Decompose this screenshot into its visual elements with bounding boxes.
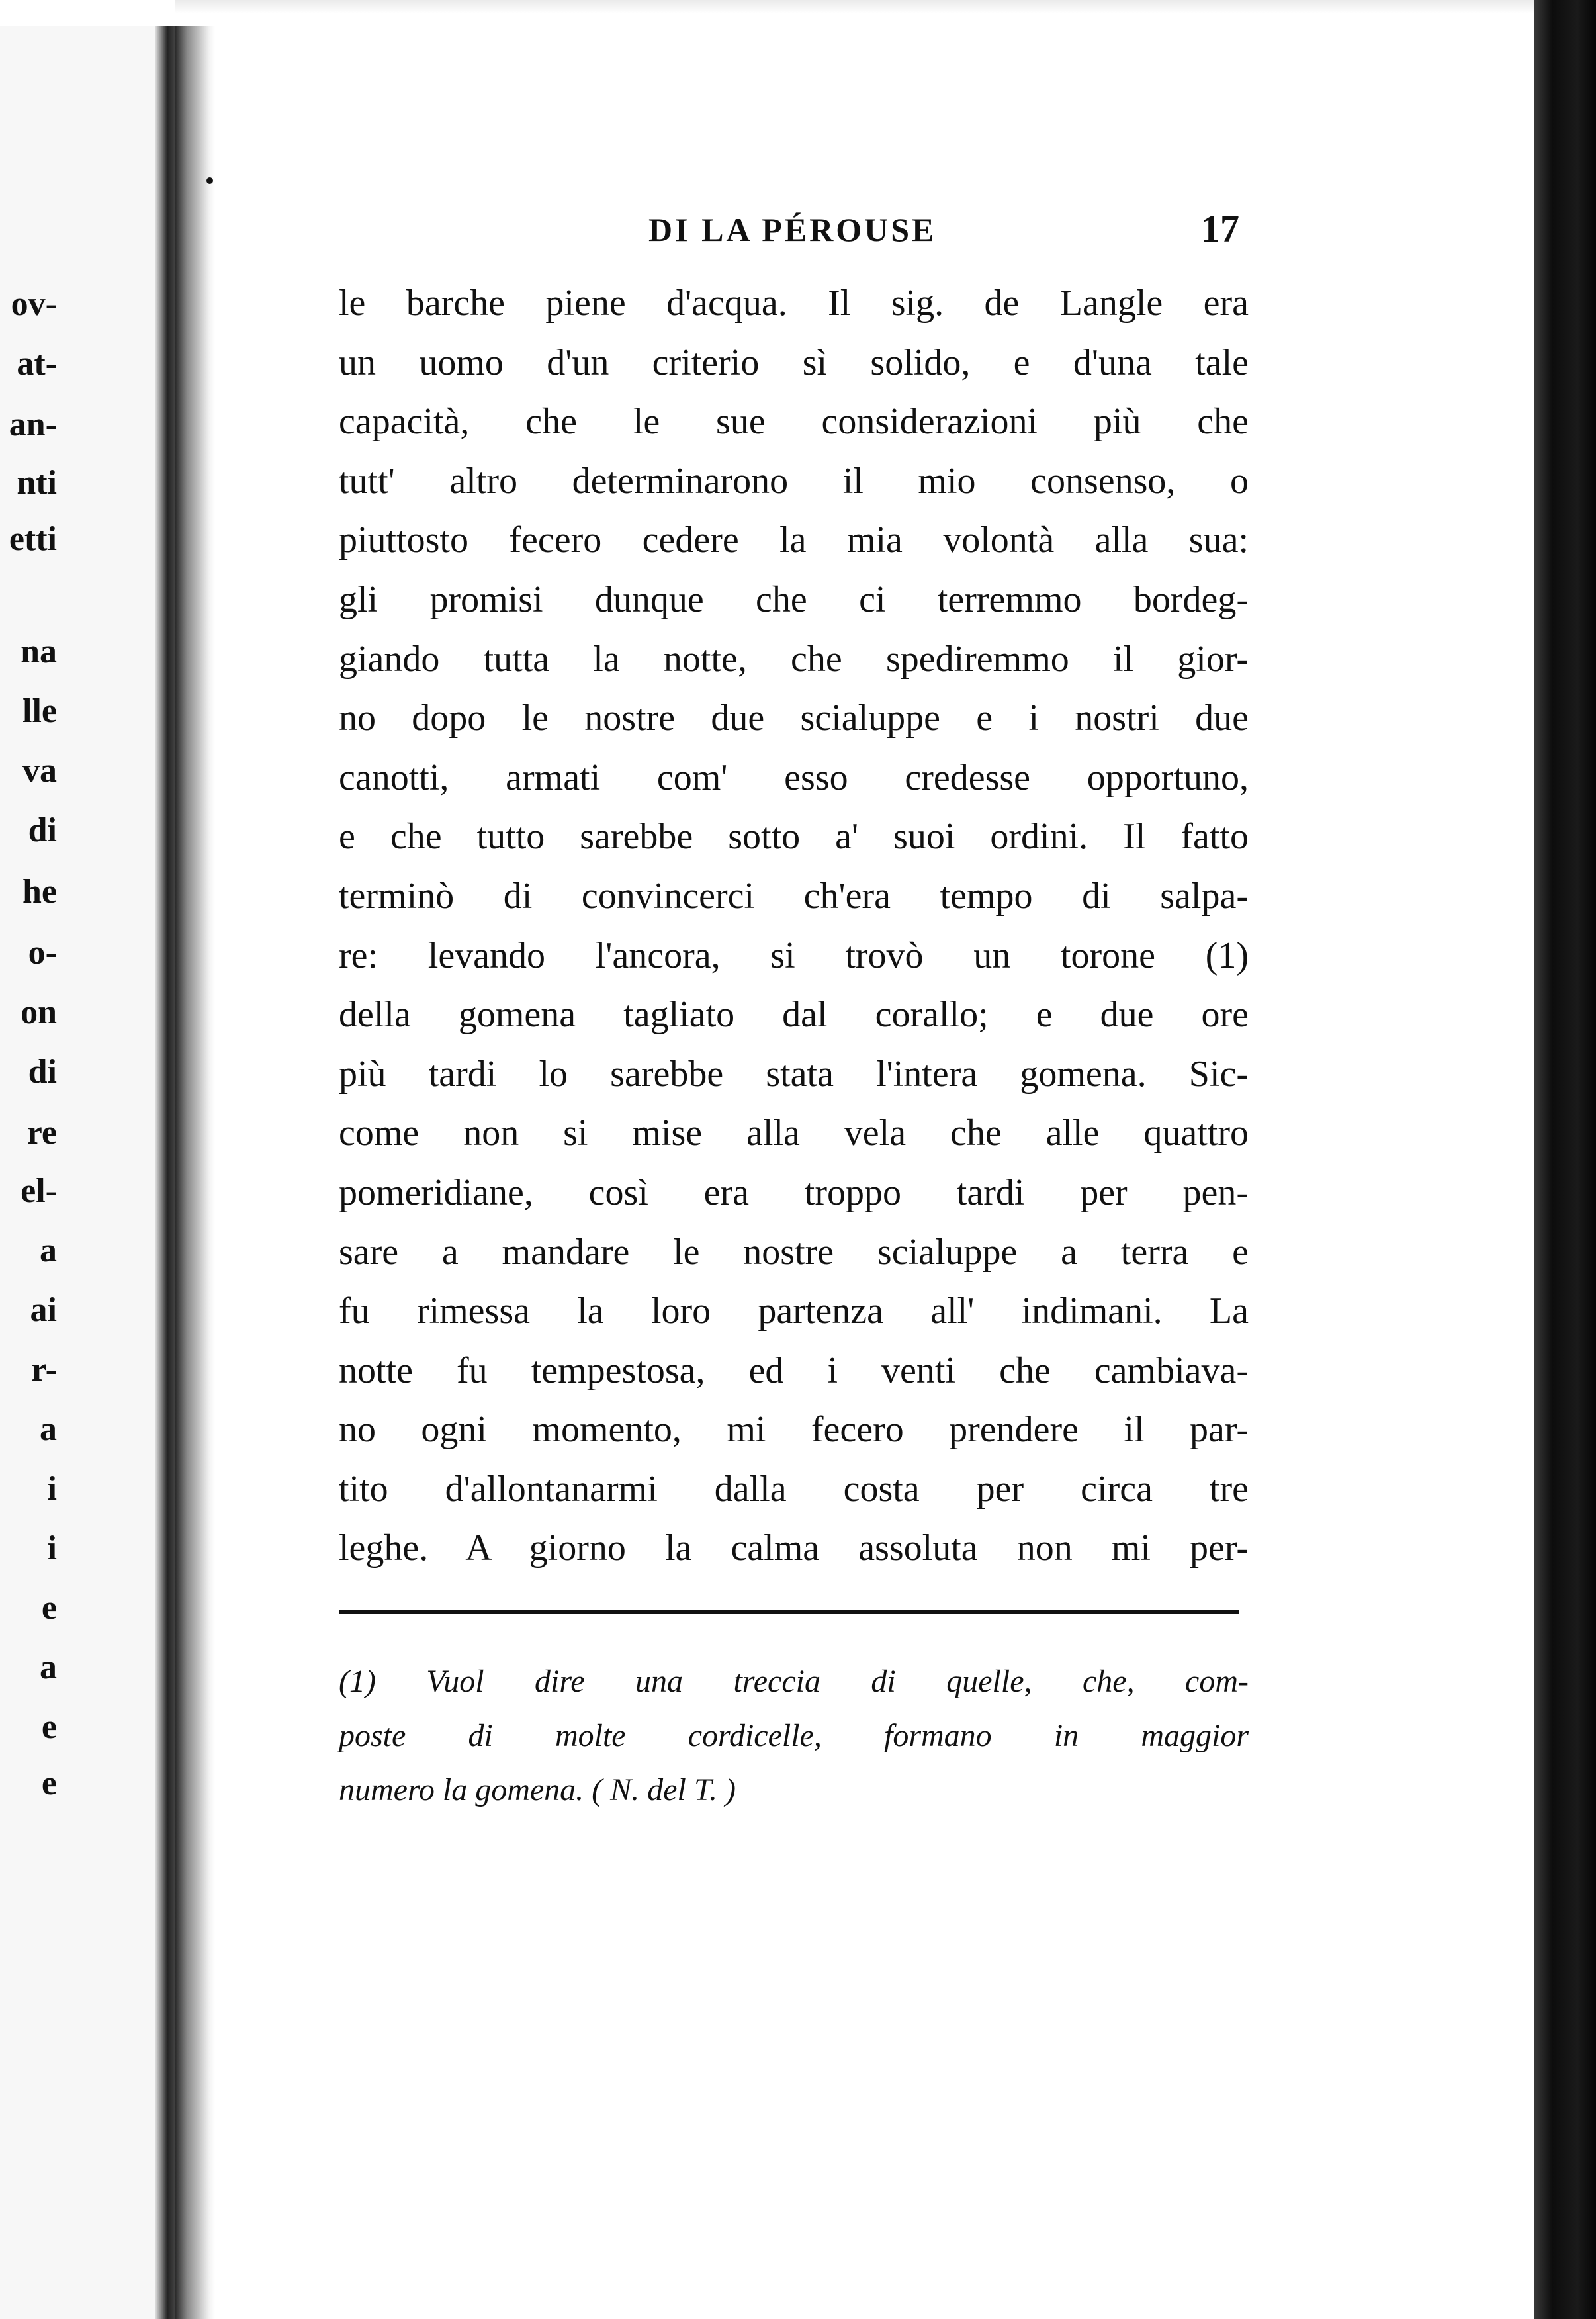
text-line: leghe. A giorno la calma assoluta non mi per- — [339, 1527, 1249, 1569]
text-line: fu rimessa la loro partenza all' indimani. La — [339, 1291, 1249, 1332]
left-page-fragment: o- — [28, 934, 57, 972]
left-page-fragment: on — [21, 993, 57, 1031]
left-facing-page — [0, 26, 175, 2319]
left-page-fragment: di — [28, 811, 57, 849]
left-page-fragment: nti — [17, 464, 57, 502]
text-line: canotti, armati com' esso credesse opportuno, — [339, 756, 1249, 798]
text-line: un uomo d'un criterio sì solido, e d'una tale — [339, 341, 1249, 383]
text-line: della gomena tagliato dal corallo; e due ore — [339, 994, 1249, 1036]
left-page-fragment: lle — [22, 692, 57, 730]
scan-noise — [1406, 46, 1525, 66]
left-page-fragment: a — [40, 1410, 57, 1448]
text-line: gli promisi dunque che ci terremmo bordeg- — [339, 578, 1249, 620]
left-page-fragment: el- — [21, 1172, 57, 1210]
text-line: e che tutto sarebbe sotto a' suoi ordini. Il fatto — [339, 816, 1249, 858]
text-line: notte fu tempestosa, ed i venti che cambiava- — [339, 1349, 1249, 1391]
text-line: sare a mandare le nostre scialuppe a terra e — [339, 1231, 1249, 1273]
text-line: no dopo le nostre due scialuppe e i nostri due — [339, 698, 1249, 739]
right-book-edge — [1534, 0, 1596, 2319]
left-page-fragment: an- — [9, 406, 57, 443]
footnote-line: numero la gomena. ( N. del T. ) — [339, 1772, 736, 1807]
text-line: le barche piene d'acqua. Il sig. de Langle era — [339, 283, 1249, 324]
footnote — [339, 1655, 1249, 1817]
left-page-fragment: e — [41, 1708, 57, 1746]
left-page-fragment: va — [22, 752, 57, 790]
left-page-fragment: e — [41, 1764, 57, 1802]
left-page-fragment: a — [40, 1232, 57, 1269]
text-line: come non si mise alla vela che alle quattro — [339, 1113, 1249, 1154]
footnote-line: (1) Vuol dire una treccia di quelle, che, com- — [339, 1664, 1249, 1699]
text-line: giando tutta la notte, che spediremmo il gior- — [339, 638, 1249, 680]
left-page-fragment: re — [26, 1114, 57, 1152]
left-page-fragment: etti — [9, 520, 57, 558]
text-line: tutt' altro determinarono il mio consenso, o — [339, 460, 1249, 502]
left-page-fragment: i — [47, 1529, 57, 1567]
left-page-fragment: at- — [17, 345, 57, 383]
top-page-edge — [175, 0, 1538, 13]
footnote-line: poste di molte cordicelle, formano in maggior — [339, 1718, 1249, 1753]
text-line: più tardi lo sarebbe stata l'intera gomena. Sic- — [339, 1053, 1249, 1095]
left-page-fragment: he — [22, 873, 57, 911]
body-text — [339, 274, 1249, 1578]
left-page-fragment: na — [21, 633, 57, 670]
left-page-edge — [155, 26, 175, 2319]
text-line: no ogni momento, mi fecero prendere il par- — [339, 1409, 1249, 1451]
text-line: tito d'allontanarmi dalla costa per circa tre — [339, 1468, 1249, 1510]
text-line: terminò di convincerci ch'era tempo di salpa- — [339, 875, 1249, 917]
left-page-fragment: a — [40, 1649, 57, 1686]
left-page-fragment: ai — [30, 1291, 57, 1329]
text-line: pomeridiane, così era troppo tardi per pen- — [339, 1171, 1249, 1213]
left-page-fragment: di — [28, 1053, 57, 1091]
text-line: capacità, che le sue considerazioni più che — [339, 401, 1249, 443]
left-page-fragment: e — [41, 1589, 57, 1627]
footnote-rule — [339, 1610, 1239, 1614]
left-page-fragment: i — [47, 1470, 57, 1508]
left-page-fragment: ov- — [11, 285, 57, 323]
margin-dot — [206, 177, 213, 184]
left-page-fragment: r- — [31, 1351, 57, 1388]
text-line: piuttosto fecero cedere la mia volontà alla sua: — [339, 520, 1249, 561]
running-head: DI LA PÉROUSE — [648, 211, 937, 248]
page-number: 17 — [1201, 207, 1239, 250]
gutter-shadow — [175, 26, 215, 2319]
text-line: re: levando l'ancora, si trovò un torone (1) — [339, 934, 1249, 976]
